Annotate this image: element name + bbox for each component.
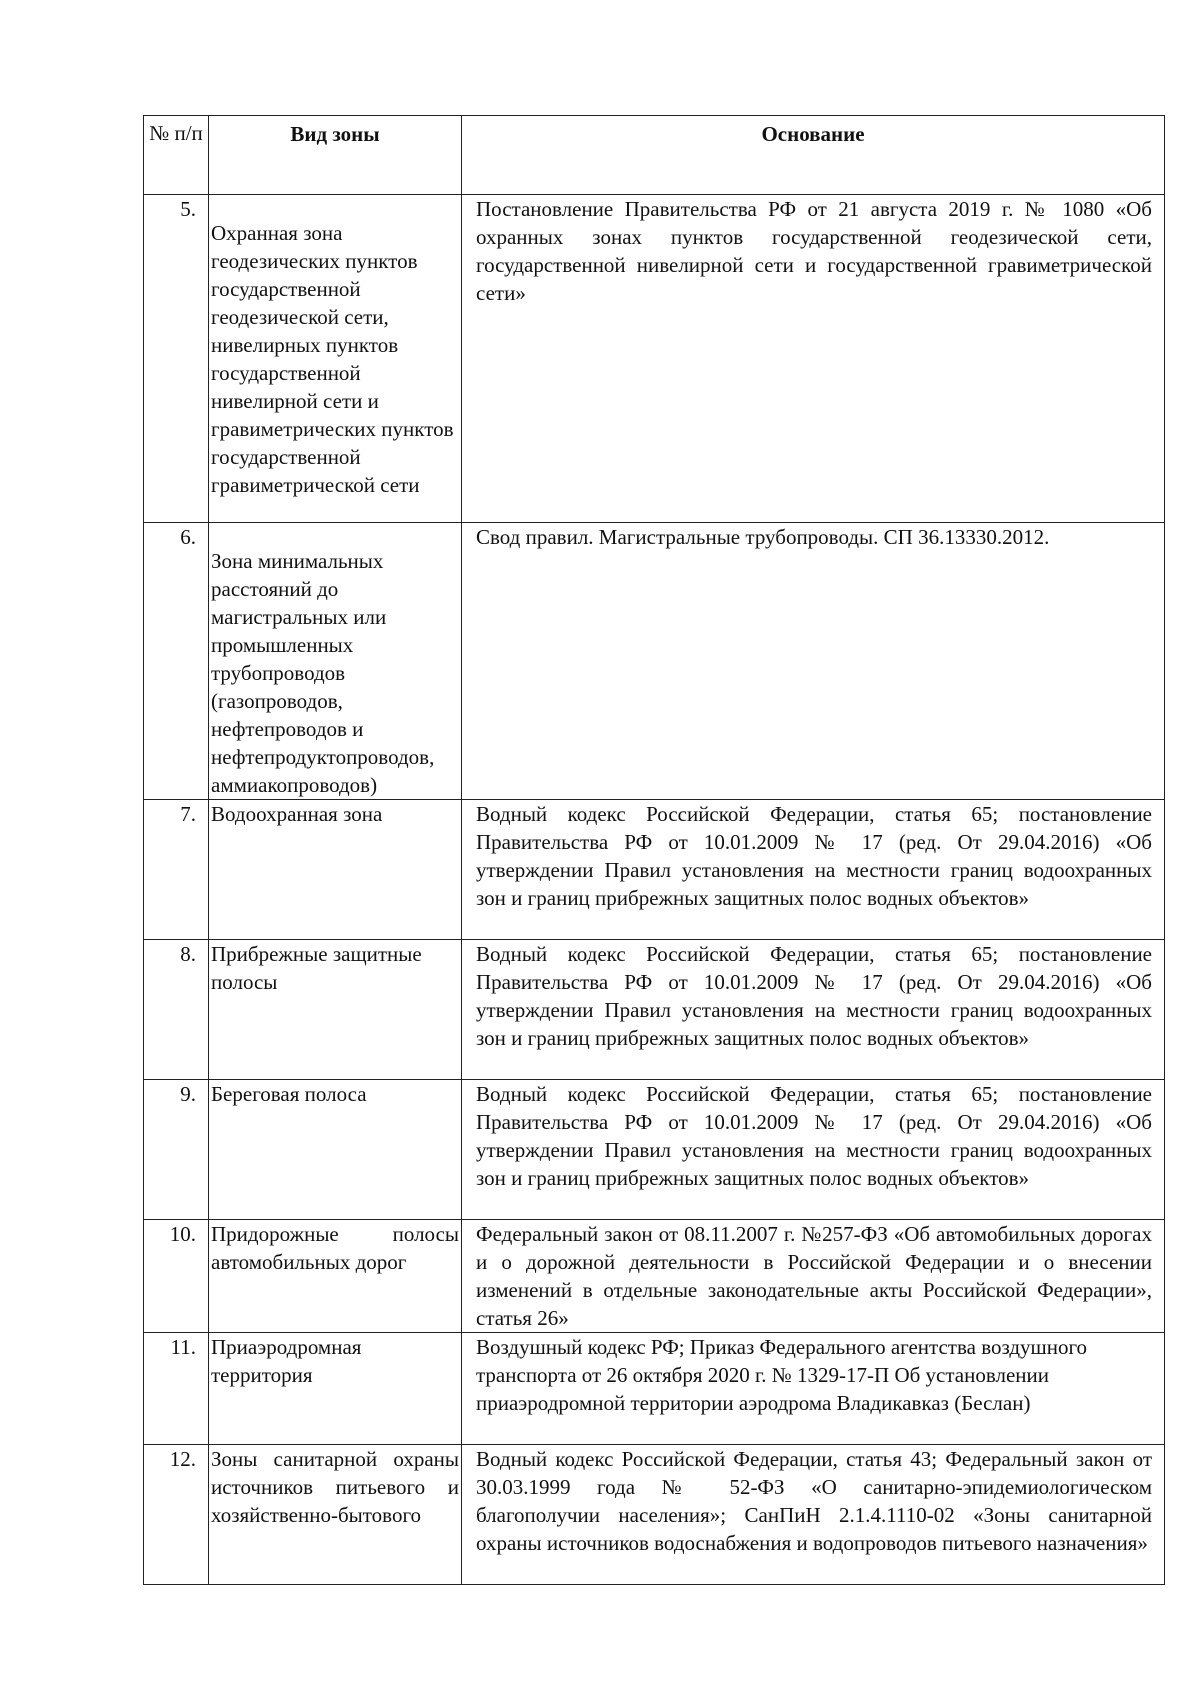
- zone-type: Придорожные полосы автомобильных дорог: [209, 1220, 462, 1333]
- row-number: 8.: [144, 940, 209, 1080]
- row-number: 12.: [144, 1445, 209, 1585]
- table-row: [144, 523, 1165, 800]
- header-zone-type: Вид зоны: [209, 116, 462, 195]
- basis-text: Водный кодекс Российской Федерации, статья 43; Федеральный закон от 30.03.1999 года № 52-ФЗ «О санитарно-эпидемиологическом благополучии населения»; СанПиН 2.1.4.1110-02 «Зоны санитарной охраны источников водоснабжения и водопроводов питьевого назначения»: [462, 1445, 1165, 1585]
- table-row: [144, 1080, 1165, 1220]
- row-number: 7.: [144, 800, 209, 940]
- table-row: [144, 195, 1165, 523]
- table-row: [144, 1445, 1165, 1585]
- table-row: [144, 800, 1165, 940]
- zone-type: Водоохранная зона: [209, 800, 462, 940]
- zone-type: Зоны санитарной охраны источников питьевого и хозяйственно-бытового: [209, 1445, 462, 1585]
- basis-text: Водный кодекс Российской Федерации, статья 65; постановление Правительства РФ от 10.01.2009 № 17 (ред. От 29.04.2016) «Об утверждении Правил установления на местности границ водоохранных зон и границ прибрежных защитных полос водных объектов»: [462, 1080, 1165, 1220]
- table-row: [144, 1333, 1165, 1445]
- row-number: 6.: [144, 523, 209, 800]
- zone-type: Зона минимальных расстояний до магистральных или промышленных трубопроводов (газопроводов, нефтепроводов и нефтепродуктопроводов, аммиакопроводов): [209, 523, 462, 800]
- table-row: [144, 1220, 1165, 1333]
- table-row: [144, 940, 1165, 1080]
- zone-type: Береговая полоса: [209, 1080, 462, 1220]
- basis-text: Федеральный закон от 08.11.2007 г. №257-ФЗ «Об автомобильных дорогах и о дорожной деятельности в Российской Федерации и о внесении изменений в отдельные законодательные акты Российской Федерации», статья 26»: [462, 1220, 1165, 1333]
- row-number: 11.: [144, 1333, 209, 1445]
- basis-text: Водный кодекс Российской Федерации, статья 65; постановление Правительства РФ от 10.01.2009 № 17 (ред. От 29.04.2016) «Об утверждении Правил установления на местности границ водоохранных зон и границ прибрежных защитных полос водных объектов»: [462, 940, 1165, 1080]
- header-number: № п/п: [144, 116, 209, 195]
- zone-type: Приаэродромная территория: [209, 1333, 462, 1445]
- basis-text: Воздушный кодекс РФ; Приказ Федерального агентства воздушного транспорта от 26 октября 2020 г. № 1329-17-П Об установлении приаэродромной территории аэродрома Владикавказ (Беслан): [462, 1333, 1165, 1445]
- header-basis: Основание: [462, 116, 1165, 195]
- basis-text: Водный кодекс Российской Федерации, статья 65; постановление Правительства РФ от 10.01.2009 № 17 (ред. От 29.04.2016) «Об утверждении Правил установления на местности границ водоохранных зон и границ прибрежных защитных полос водных объектов»: [462, 800, 1165, 940]
- zone-type: Прибрежные защитные полосы: [209, 940, 462, 1080]
- row-number: 5.: [144, 195, 209, 523]
- row-number: 9.: [144, 1080, 209, 1220]
- basis-text: Постановление Правительства РФ от 21 августа 2019 г. № 1080 «Об охранных зонах пунктов государственной геодезической сети, государственной нивелирной сети и государственной гравиметрической сети»: [462, 195, 1165, 523]
- basis-text: Свод правил. Магистральные трубопроводы. СП 36.13330.2012.: [462, 523, 1165, 800]
- row-number: 10.: [144, 1220, 209, 1333]
- table-header-row: [144, 116, 1165, 195]
- zone-type: Охранная зона геодезических пунктов государственной геодезической сети, нивелирных пунктов государственной нивелирной сети и гравиметрических пунктов государственной гравиметрической сети: [209, 195, 462, 523]
- document-page: [143, 115, 1152, 1585]
- zones-table: [143, 115, 1165, 1585]
